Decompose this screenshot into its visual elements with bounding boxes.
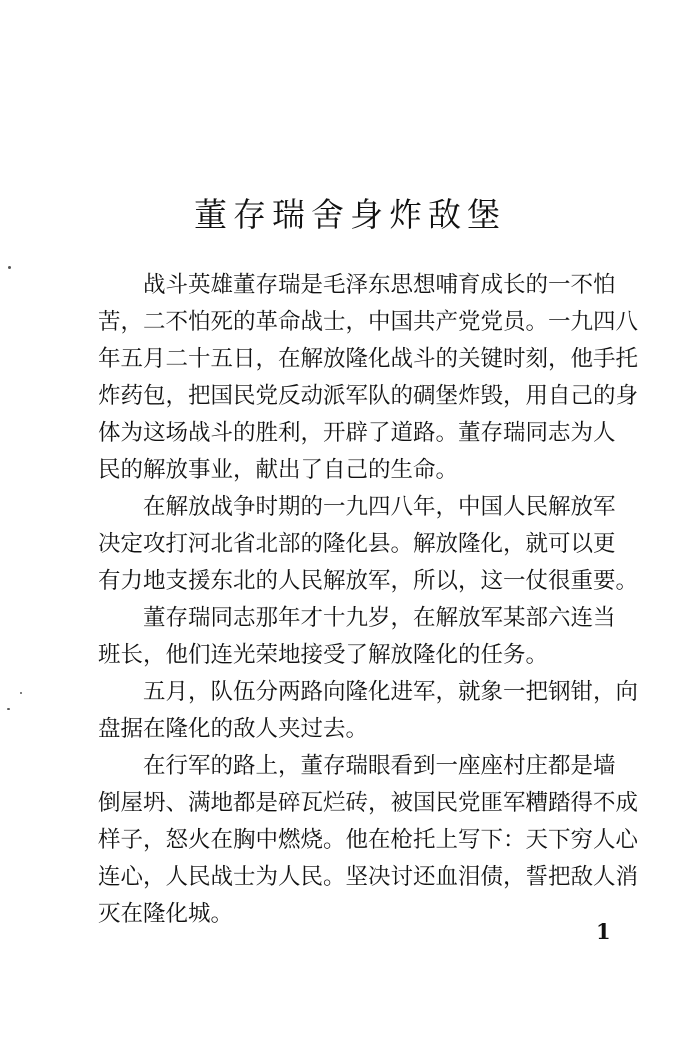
paragraph-line: 董存瑞同志那年才十九岁，在解放军某部六连当: [143, 605, 616, 631]
scan-speck: [8, 266, 11, 269]
chapter-title: 董存瑞舍身炸敌堡: [194, 195, 506, 234]
paragraph-line: 连心，人民战士为人民。坚决讨还血泪债，誓把敌人消: [98, 864, 639, 890]
paragraph-line: 决定攻打河北省北部的隆化县。解放隆化，就可以更: [98, 531, 616, 557]
paragraph-line: 体为这场战斗的胜利，开辟了道路。董存瑞同志为人: [98, 420, 616, 446]
paragraph-line: 倒屋坍、满地都是碎瓦烂砖，被国民党匪军糟踏得不成: [98, 790, 639, 816]
paragraph-line: 民的解放事业，献出了自己的生命。: [98, 457, 459, 483]
paragraph-line: 灭在隆化城。: [98, 901, 234, 927]
paragraph-line: 在行军的路上，董存瑞眼看到一座座村庄都是墙: [143, 753, 616, 779]
paragraph-line: 班长，他们连光荣地接受了解放隆化的任务。: [98, 642, 549, 668]
paragraph-line: 年五月二十五日，在解放隆化战斗的关键时刻，他手托: [98, 346, 639, 372]
body-text: [98, 267, 638, 933]
page-number: 1: [596, 919, 611, 944]
scan-speck: [20, 692, 22, 694]
paragraph-line: 炸药包，把国民党反动派军队的碉堡炸毁，用自己的身: [98, 383, 639, 409]
paragraph-line: 盘据在隆化的敌人夹过去。: [98, 716, 369, 742]
paragraph-line: 战斗英雄董存瑞是毛泽东思想哺育成长的一不怕: [143, 272, 616, 298]
paragraph-line: 有力地支援东北的人民解放军，所以，这一仗很重要。: [98, 568, 639, 594]
paragraph-line: 样子，怒火在胸中燃烧。他在枪托上写下：天下穷人心: [98, 827, 639, 853]
paragraph-line: 在解放战争时期的一九四八年，中国人民解放军: [143, 494, 616, 520]
scan-speck: [7, 708, 10, 710]
paragraph-line: 苦，二不怕死的革命战士，中国共产党党员。一九四八: [98, 309, 639, 335]
paragraph-line: 五月，队伍分两路向隆化进军，就象一把钢钳，向: [143, 679, 639, 705]
